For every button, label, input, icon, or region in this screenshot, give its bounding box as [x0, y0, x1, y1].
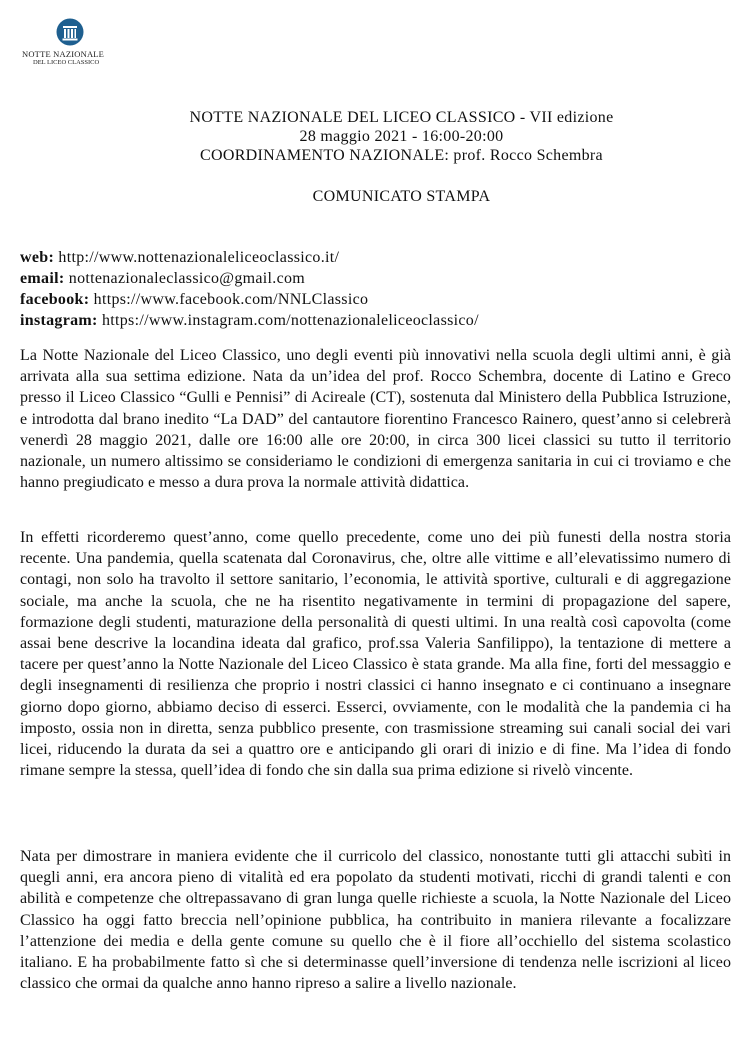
logo-title: NOTTE NAZIONALE	[22, 49, 105, 59]
web-link[interactable]: http://www.nottenazionaleliceoclassico.it/	[58, 249, 340, 266]
facebook-link[interactable]: https://www.facebook.com/NNLClassico	[93, 291, 369, 308]
instagram-label: instagram:	[20, 312, 98, 329]
coordination-line: COORDINAMENTO NAZIONALE: prof. Rocco Schembra	[200, 147, 603, 164]
email-label: email:	[20, 270, 65, 287]
logo	[20, 18, 130, 66]
email-link[interactable]: nottenazionaleclassico@gmail.com	[68, 270, 306, 287]
contacts-block	[20, 247, 479, 331]
press-release-heading: COMUNICATO STAMPA	[312, 188, 491, 205]
contact-web	[20, 247, 479, 268]
contact-facebook	[20, 289, 479, 310]
facebook-label: facebook:	[20, 291, 90, 308]
instagram-link[interactable]: https://www.instagram.com/nottenazionaleliceoclassico/	[101, 312, 479, 329]
paragraph-2: In effetti ricorderemo quest’anno, come quello precedente, come uno dei più funesti della nostra storia recente. Una pandemia, quella scatenata dal Coronavirus, che, oltre alle vittime e all’elevatissimo numero di contagi, non solo ha travolto il settore sanitario, l’economia, le attività sportive, culturali e di aggregazione sociale, ma anche la scuola, che ne ha risentito negativamente in termini di propagazione del sapere, formazione degli studenti, maturazione della personalità di questi ultimi. In una realtà così capovolta (come assai bene descrive la locandina ideata dal grafico, prof.ssa Valeria Sanfilippo), la tentazione di mettere a tacere per quest’anno la Notte Nazionale del Liceo Classico è stata grande. Ma alla fine, forti del messaggio e degli insegnamenti di resilienza che proprio i nostri classici ci hanno insegnato e ci continuano a insegnare giorno dopo giorno, abbiamo deciso di esserci. Esserci, ovviamente, con le modalità che la pandemia ci ha imposto, ossia non in diretta, senza pubblico presente, con trasmissione streaming sui canali social dei vari licei, riducendo la durata da sei a quattro ore e anticipando gli orari di inizio e di fine. Ma l’idea di fondo rimane sempre la stessa, quell’idea di fondo che sin dalla sua prima edizione si rivelò vincente.	[20, 529, 731, 780]
contact-instagram	[20, 310, 479, 331]
contact-email	[20, 268, 479, 289]
document-header	[0, 108, 751, 165]
web-label: web:	[20, 249, 55, 266]
paragraph-3: Nata per dimostrare in maniera evidente che il curricolo del classico, nonostante tutti gli attacchi subìti in quegli anni, era ancora pieno di vitalità ed era popolato da studenti motivati, ricchi di grandi talenti e con abilità e competenze che oltrepassavano di gran lunga quelle richieste a scuola, la Notte Nazionale del Liceo Classico ha oggi fatto breccia nell’opinione pubblica, ha contribuito in maniera rilevante a focalizzare l’attenzione dei media e della gente comune su quello che è il fiore all’occhiello del sistema scolastico italiano. E ha probabilmente fatto sì che si determinasse quell’inversione di tendenza nelle iscrizioni al liceo classico che ormai da qualche anno hanno ripreso a salire a livello nazionale.	[20, 848, 731, 993]
event-date: 28 maggio 2021 - 16:00-20:00	[299, 128, 504, 145]
event-title: NOTTE NAZIONALE DEL LICEO CLASSICO - VII edizione	[189, 109, 614, 126]
columns-emblem-icon	[56, 18, 84, 46]
logo-subtitle: DEL LICEO CLASSICO	[33, 59, 100, 66]
paragraph-1: La Notte Nazionale del Liceo Classico, uno degli eventi più innovativi nella scuola degli ultimi anni, è già arrivata alla sua settima edizione. Nata da un’idea del prof. Rocco Schembra, docente di Latino e Greco presso il Liceo Classico “Gulli e Pennisi” di Acireale (CT), sostenuta dal Ministero della Pubblica Istruzione, e introdotta dal brano inedito “La DAD” del cantautore fiorentino Francesco Rainero, quest’anno si celebrerà venerdì 28 maggio 2021, dalle ore 16:00 alle ore 20:00, in circa 300 licei classici su tutto il territorio nazionale, un numero altissimo se consideriamo le condizioni di emergenza sanitaria in cui ci troviamo e che hanno pregiudicato e messo a dura prova la normale attività didattica.	[20, 347, 731, 492]
